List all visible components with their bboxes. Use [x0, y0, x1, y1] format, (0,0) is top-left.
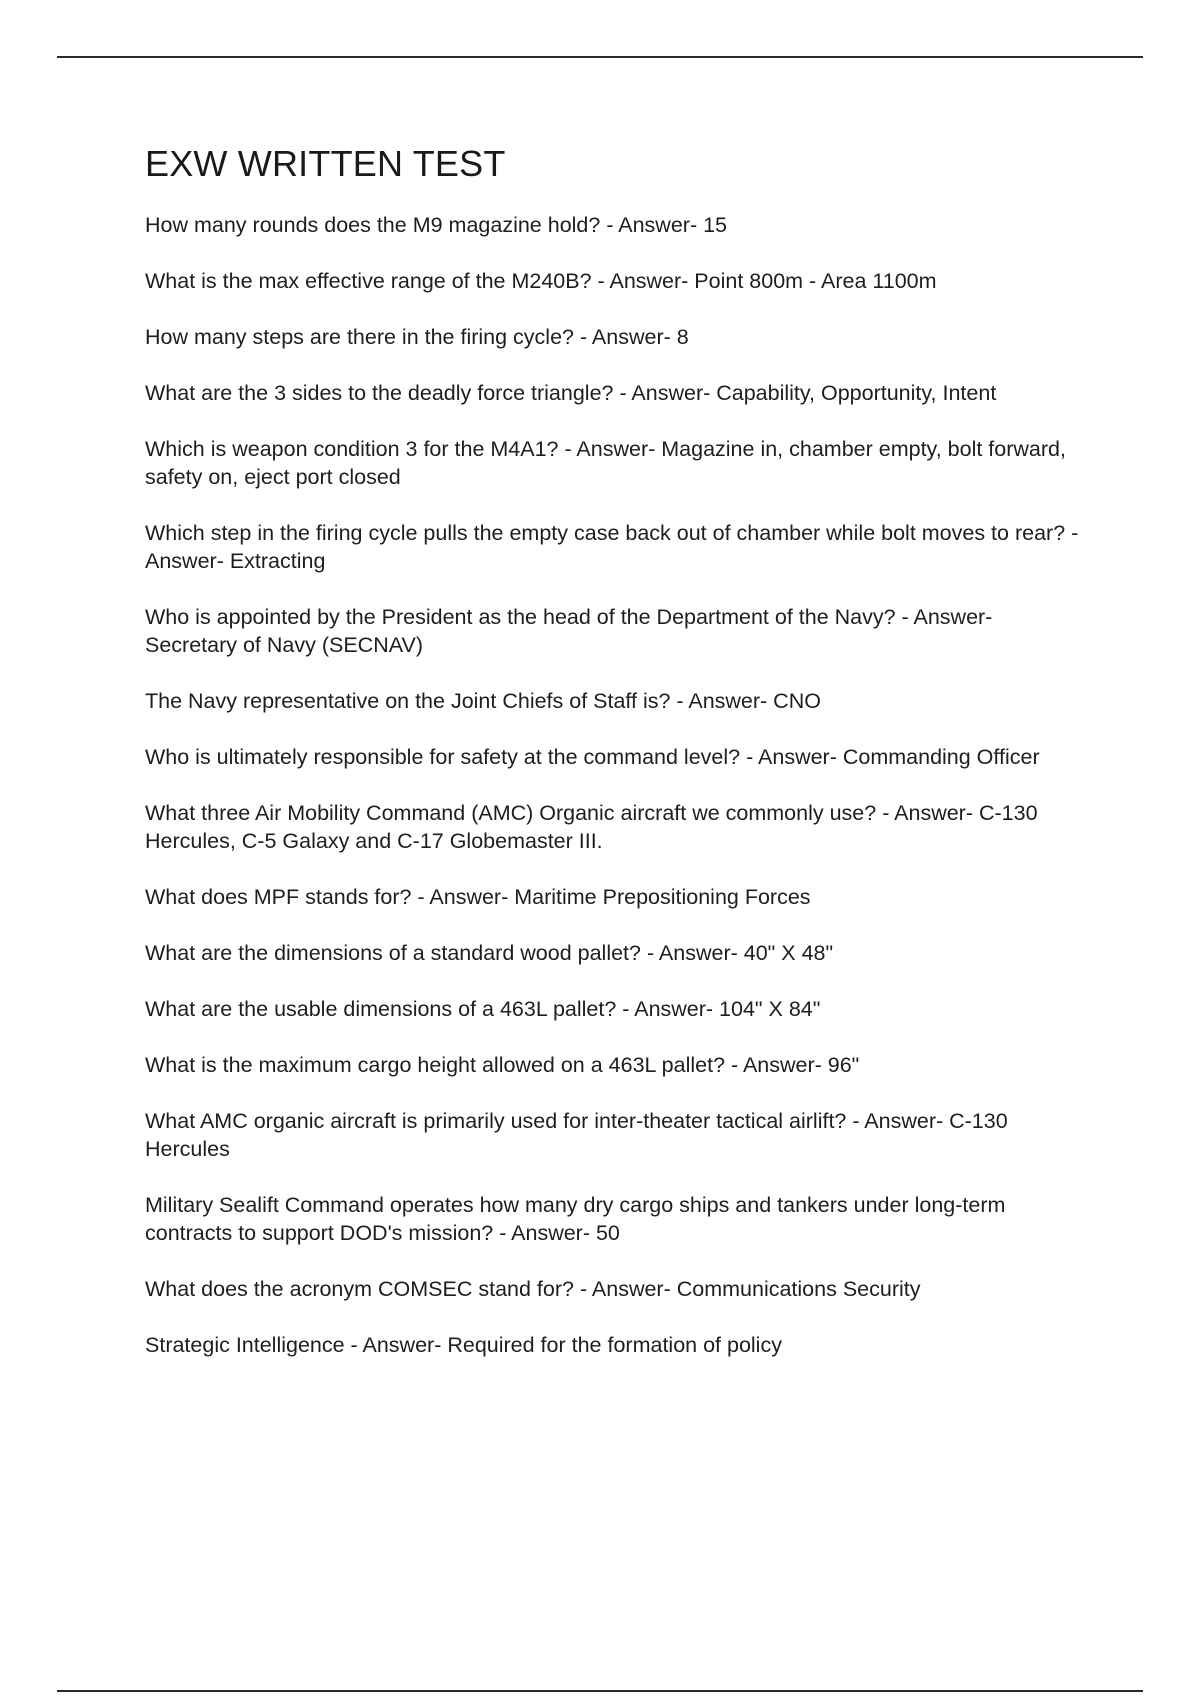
qa-item: What are the usable dimensions of a 463L pallet? - Answer- 104" X 84": [145, 997, 821, 1021]
qa-item: What are the dimensions of a standard wood pallet? - Answer- 40" X 48": [145, 941, 834, 965]
qa-item: What does the acronym COMSEC stand for? - Answer- Communications Security: [145, 1277, 921, 1301]
qa-item: Who is ultimately responsible for safety at the command level? - Answer- Commanding Officer: [145, 745, 1040, 769]
qa-item: Strategic Intelligence - Answer- Required for the formation of policy: [145, 1333, 782, 1357]
footer-divider: [57, 1690, 1143, 1692]
qa-item: What three Air Mobility Command (AMC) Organic aircraft we commonly use? - Answer- C-130 Hercules, C-5 Galaxy and C-17 Globemaster III.: [145, 801, 1038, 853]
qa-item: What AMC organic aircraft is primarily used for inter-theater tactical airlift? - Answer- C-130 Hercules: [145, 1109, 1008, 1161]
qa-item: Who is appointed by the President as the head of the Department of the Navy? - Answer- Secretary of Navy (SECNAV): [145, 605, 993, 657]
qa-item: What is the max effective range of the M240B? - Answer- Point 800m - Area 1100m: [145, 269, 937, 293]
qa-item: What does MPF stands for? - Answer- Maritime Prepositioning Forces: [145, 885, 811, 909]
header-divider: [57, 56, 1143, 58]
document-body: [145, 143, 1085, 1387]
qa-item: What are the 3 sides to the deadly force triangle? - Answer- Capability, Opportunity, Intent: [145, 381, 997, 405]
qa-item: Military Sealift Command operates how many dry cargo ships and tankers under long-term contracts to support DOD's mission? - Answer- 50: [145, 1193, 1006, 1245]
qa-item: How many rounds does the M9 magazine hold? - Answer- 15: [145, 213, 728, 237]
qa-item: Which is weapon condition 3 for the M4A1? - Answer- Magazine in, chamber empty, bolt forward, safety on, eject port closed: [145, 437, 1066, 489]
qa-item: What is the maximum cargo height allowed on a 463L pallet? - Answer- 96": [145, 1053, 860, 1077]
qa-item: How many steps are there in the firing cycle? - Answer- 8: [145, 325, 689, 349]
document-title: EXW WRITTEN TEST: [145, 143, 506, 184]
qa-item: The Navy representative on the Joint Chiefs of Staff is? - Answer- CNO: [145, 689, 821, 713]
qa-item: Which step in the firing cycle pulls the empty case back out of chamber while bolt moves to rear? - Answer- Extracting: [145, 521, 1079, 573]
